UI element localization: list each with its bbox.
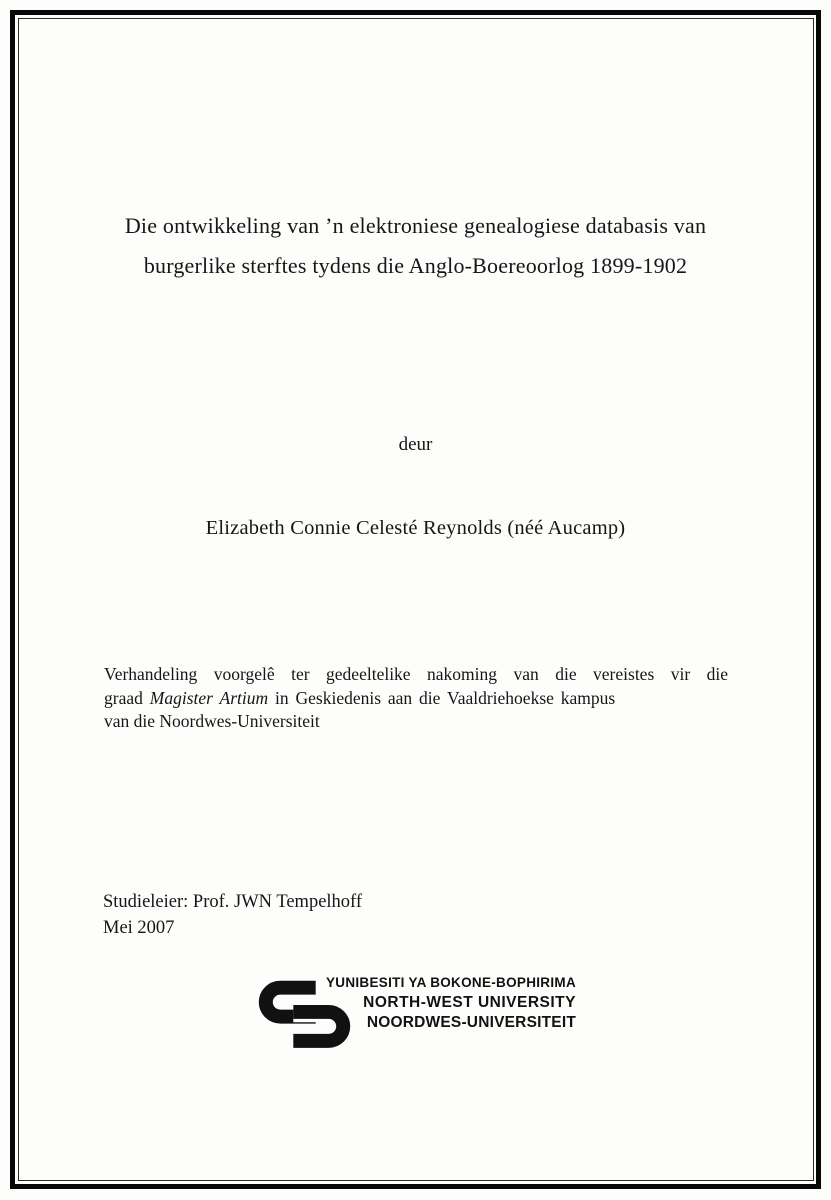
degree-statement — [104, 663, 728, 734]
degree-name-italic: Magister Artium — [149, 687, 269, 708]
date-line: Mei 2007 — [103, 917, 175, 938]
degree-statement-line-2-suffix: in Geskiedenis aan die Vaaldriehoekse kampus — [268, 687, 616, 708]
degree-statement-line-3: van die Noordwes-Universiteit — [104, 711, 320, 732]
logo-line-english: NORTH-WEST UNIVERSITY — [363, 994, 576, 1011]
logo-line-setswana: YUNIBESITI YA BOKONE-BOPHIRIMA — [325, 975, 576, 990]
degree-statement-line-1: Verhandeling voorgelê ter gedeeltelike nakoming van die vereistes vir die — [104, 664, 728, 684]
logo-line-afrikaans: NOORDWES-UNIVERSITEIT — [366, 1014, 576, 1031]
page-border-outer — [10, 10, 821, 1189]
thesis-title — [60, 206, 771, 286]
supervisor-block — [103, 890, 362, 941]
university-logo-text — [318, 973, 576, 1033]
thesis-title-line-2: burgerlike sterftes tydens die Anglo-Boereoorlog 1899-1902 — [143, 253, 688, 278]
page-border-inner — [18, 18, 814, 1181]
supervisor-line: Studieleier: Prof. JWN Tempelhoff — [103, 892, 363, 912]
degree-statement-line-2-prefix: graad — [104, 687, 150, 708]
thesis-title-line-1: Die ontwikkeling van ’n elektroniese genealogiese databasis van — [124, 213, 707, 238]
nwu-chain-link-logo-icon — [256, 973, 353, 1049]
author-name: Elizabeth Connie Celesté Reynolds (néé Aucamp) — [205, 517, 626, 539]
byline-label: deur — [398, 434, 433, 455]
degree-statement-line-2 — [104, 687, 728, 711]
